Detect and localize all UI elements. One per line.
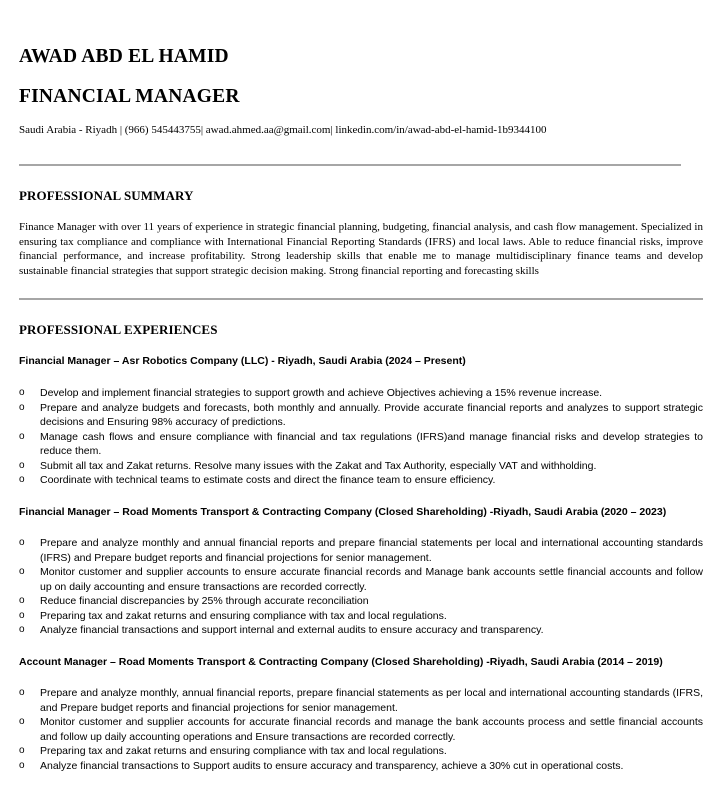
contact-line: Saudi Arabia - Riyadh | (966) 545443755| awad.ahmed.aa@gmail.com| linkedin.com/in/awad-abd-el-hamid-1b9344100 — [19, 124, 547, 136]
divider — [19, 164, 681, 166]
experience-heading: PROFESSIONAL EXPERIENCES — [19, 322, 218, 337]
bullet-text: Submit all tax and Zakat returns. Resolve many issues with the Zakat and Tax Authority, especially VAT and withholding. — [40, 459, 597, 472]
bullet-marker: o — [19, 745, 25, 756]
candidate-title: FINANCIAL MANAGER — [19, 86, 240, 107]
bullet-text: Preparing tax and zakat returns and ensuring compliance with tax and local regulations. — [40, 745, 447, 757]
bullet-marker: o — [19, 595, 25, 606]
bullet-marker: o — [19, 537, 25, 548]
list-item — [19, 473, 703, 488]
job-bullet-list — [19, 386, 703, 488]
bullet-marker: o — [19, 387, 25, 398]
bullet-text: Analyze financial transactions and support internal and external audits to ensure accuracy and transparency. — [40, 624, 544, 636]
bullet-marker: o — [19, 430, 25, 442]
job-title: Account Manager – Road Moments Transport & Contracting Company (Closed Shareholding) -Riyadh, Saudi Arabia (2014 – 2019) — [19, 656, 663, 668]
bullet-text: Prepare and analyze monthly, annual financial reports, prepare financial statements as per local and international accounting standards (IFRS, and Prepare budget reports and financial projections for senior management. — [40, 687, 703, 714]
bullet-text: Reduce financial discrepancies by 25% through accurate reconciliation — [40, 595, 369, 607]
bullet-marker: o — [19, 624, 25, 635]
list-item — [19, 536, 703, 565]
bullet-marker: o — [19, 459, 25, 471]
candidate-name: AWAD ABD EL HAMID — [19, 46, 229, 67]
bullet-text: Develop and implement financial strategies to support growth and achieve Objectives achieving a 15% revenue increase. — [40, 387, 603, 399]
bullet-text: Manage cash flows and ensure compliance with financial and tax regulations (IFRS)and manage financial risks and develop strategies to reduce them. — [40, 430, 703, 457]
bullet-text: Monitor customer and supplier accounts for accurate financial records and manage the bank accounts process and settle financial accounts and follow up daily accounting operations and Ensure transactions are recorded correctly. — [40, 716, 703, 743]
bullet-marker: o — [19, 566, 25, 577]
list-item — [19, 386, 703, 401]
bullet-text: Prepare and analyze monthly and annual financial reports and prepare financial statements per local and international accounting standards (IFRS) and Prepare budget reports and financial projections for senior management. — [40, 537, 703, 564]
bullet-marker: o — [19, 687, 25, 698]
summary-heading: PROFESSIONAL SUMMARY — [19, 188, 194, 203]
divider — [19, 298, 703, 300]
bullet-marker: o — [19, 474, 25, 485]
bullet-marker: o — [19, 401, 25, 413]
job-bullet-list — [19, 536, 703, 638]
list-item — [19, 744, 703, 759]
list-item — [19, 565, 703, 594]
bullet-marker: o — [19, 716, 25, 727]
bullet-marker: o — [19, 759, 25, 771]
bullet-text: Monitor customer and supplier accounts to ensure accurate financial records and Manage bank accounts settle financial accounts and follow up on daily accounting and ensure transactions are recorded correctly. — [40, 566, 703, 593]
bullet-marker: o — [19, 609, 25, 621]
list-item — [19, 623, 703, 638]
bullet-text: Prepare and analyze budgets and forecasts, both monthly and annually. Provide accurate financial reports and analyzes to support strategic decisions and Ensuring 98% accuracy of predictions. — [40, 401, 703, 428]
list-item — [19, 459, 703, 474]
bullet-text: Preparing tax and zakat returns and ensuring compliance with tax and local regulations. — [40, 609, 447, 622]
list-item — [19, 759, 703, 774]
list-item — [19, 609, 703, 624]
job-title: Financial Manager – Road Moments Transport & Contracting Company (Closed Shareholding) -Riyadh, Saudi Arabia (2020 – 2023) — [19, 506, 667, 518]
list-item — [19, 594, 703, 609]
list-item — [19, 430, 703, 459]
bullet-text: Analyze financial transactions to Support audits to ensure accuracy and transparency, achieve a 30% cut in operational costs. — [40, 759, 624, 772]
list-item — [19, 686, 703, 715]
summary-text: Finance Manager with over 11 years of experience in strategic financial planning, budgeting, financial analysis, and cash flow management. Specialized in ensuring tax compliance and compliance with International Financial Reporting Standards (IFRS) and local laws. Able to reduce financial risks, improve financial performance, and increase profitability. Strong leadership skills that enable me to manage multidisciplinary finance teams and develop sustainable financial strategies that support strategic decision making. Strong financial reporting and forecasting skills — [19, 221, 703, 277]
list-item — [19, 401, 703, 430]
job-title: Financial Manager – Asr Robotics Company (LLC) - Riyadh, Saudi Arabia (2024 – Present) — [19, 355, 466, 367]
bullet-text: Coordinate with technical teams to estimate costs and direct the finance team to ensure efficiency. — [40, 474, 496, 486]
job-bullet-list — [19, 686, 703, 773]
list-item — [19, 715, 703, 744]
